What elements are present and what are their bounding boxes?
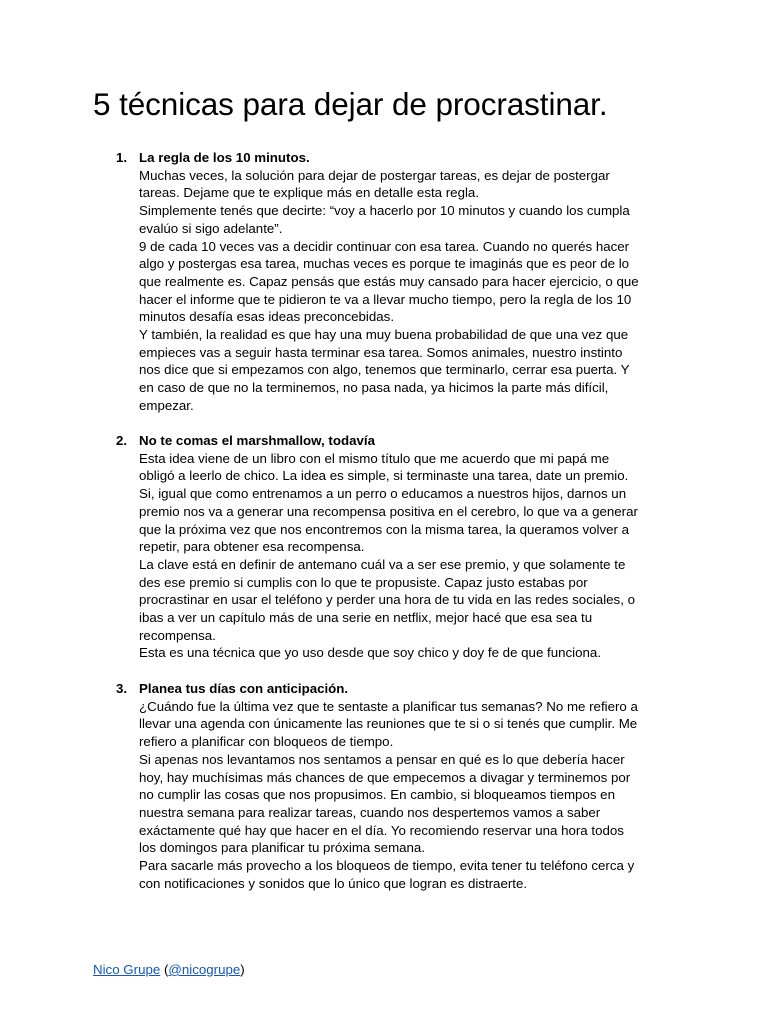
paragraph-line: recompensa. (139, 627, 216, 643)
paragraph-line: des ese premio si cumplis con lo que te propusiste. Capaz justo estabas por (139, 574, 588, 590)
paragraph-line: Esta idea viene de un libro con el mismo título que me acuerdo que mi papá me (139, 450, 610, 466)
paragraph-line: Y también, la realidad es que hay una muy buena probabilidad de que una vez que (139, 327, 629, 343)
list-item-title: No te comas el marshmallow, todavía (139, 433, 375, 448)
paragraph-line: ibas a ver un capítulo más de una serie en netflix, mejor hacé que esa sea tu (139, 610, 593, 626)
list-item-title: Planea tus días con anticipación. (139, 681, 349, 696)
paragraph-line: repetir, para obtener esa recompensa. (139, 539, 365, 555)
paragraph-line: 9 de cada 10 veces vas a decidir continuar con esa tarea. Cuando no querés hacer (139, 238, 630, 254)
paragraph-line: obligó a leerlo de chico. La idea es simple, si terminaste una tarea, date un premio. (139, 468, 629, 484)
list-item-1 (116, 149, 679, 415)
paragraph-line: nuestra semana para realizar tareas, cuando nos despertemos vamos a saber (139, 804, 601, 820)
paragraph-line: con notificaciones y sonidos que lo único que logran es distraerte. (139, 875, 528, 891)
list-item-body (139, 450, 679, 662)
paragraph-line: algo y postergas esa tarea, muchas veces es porque te imaginás que es peor de lo (139, 256, 630, 272)
paragraph-line: hoy, hay muchísimas más chances de que empecemos a divagar y terminemos por (139, 769, 631, 785)
paragraph-line: tareas. Dejame que te explique más en detalle esta regla. (139, 185, 480, 201)
paragraph-line: exáctamente qué hay que hacer en el día. Yo recomiendo reservar una hora todos (139, 822, 624, 838)
author-name-link[interactable]: Nico Grupe (93, 962, 161, 977)
list-item-number: 3. (116, 681, 128, 696)
paragraph-line: refiero a planificar con bloqueos de tiempo. (139, 734, 394, 750)
paragraph-line: nos dice que si empezamos con algo, tenemos que terminarlo, cerrar esa puerta. Y (139, 362, 630, 378)
list-item-body (139, 698, 679, 893)
page-title: 5 técnicas para dejar de procrastinar. (93, 86, 608, 122)
paragraph-line: ¿Cuándo fue la última vez que te sentaste a planificar tus semanas? No me refiero a (139, 698, 638, 714)
list-item-number: 2. (116, 433, 128, 448)
paragraph-line: procrastinar en usar el teléfono y perder una hora de tu vida en las redes sociales, o (139, 592, 635, 608)
paragraph-line: Si, igual que como entrenamos a un perro o educamos a nuestros hijos, darnos un (139, 486, 627, 502)
author-handle-link[interactable]: @nicogrupe (168, 962, 241, 977)
paragraph-line: en caso de que no la terminemos, no pasa nada, ya hicimos la parte más difícil, (139, 380, 609, 396)
paragraph-line: hacer el informe que te pidieron te va a llevar mucho tiempo, pero la regla de los 10 (139, 291, 632, 307)
author-footer (93, 961, 245, 979)
paragraph-line: que realmente es. Capaz pensás que estás muy cansado para hacer ejercicio, o que (139, 273, 639, 289)
paragraph-line: llevar una agenda con únicamente las reuniones que te si o si tenés que cumplir. Me (139, 716, 638, 732)
paragraph-line: Muchas veces, la solución para dejar de postergar tareas, es dejar de postergar (139, 167, 610, 183)
paragraph-line: La clave está en definir de antemano cuál va a ser ese premio, y que solamente te (139, 556, 626, 572)
paragraph-line: evalúo si sigo adelante”. (139, 220, 283, 236)
list-item-title: La regla de los 10 minutos. (139, 150, 310, 165)
paragraph-line: empieces vas a seguir hasta terminar esa tarea. Somos animales, nuestro instinto (139, 344, 623, 360)
paragraph-line: Para sacarle más provecho a los bloqueos de tiempo, evita tener tu teléfono cerca y (139, 858, 635, 874)
paragraph-line: Si apenas nos levantamos nos sentamos a pensar en qué es lo que debería hacer (139, 751, 625, 767)
paragraph-line: no cumplir las cosas que nos propusimos. En cambio, si bloqueamos tiempos en (139, 787, 615, 803)
paragraph-line: Esta es una técnica que yo uso desde que soy chico y doy fe de que funciona. (139, 645, 602, 661)
paragraph-line: empezar. (139, 397, 194, 413)
footer-close-paren: ) (240, 962, 245, 977)
list-item-2 (116, 432, 679, 662)
paragraph-line: premio nos va a generar una recompensa positiva en el cerebro, lo que va a generar (139, 503, 638, 519)
paragraph-line: Simplemente tenés que decirte: “voy a hacerlo por 10 minutos y cuando los cumpla (139, 203, 630, 219)
paragraph-line: los domingos para planificar tu próxima semana. (139, 840, 426, 856)
list-item-number: 1. (116, 150, 128, 165)
paragraph-line: minutos desafía esas ideas preconcebidas. (139, 309, 395, 325)
list-item-3 (116, 680, 679, 892)
paragraph-line: que la próxima vez que nos encontremos con la misma tarea, la queramos volver a (139, 521, 630, 537)
list-item-body (139, 167, 679, 415)
footer-open-paren: ( (160, 962, 169, 977)
